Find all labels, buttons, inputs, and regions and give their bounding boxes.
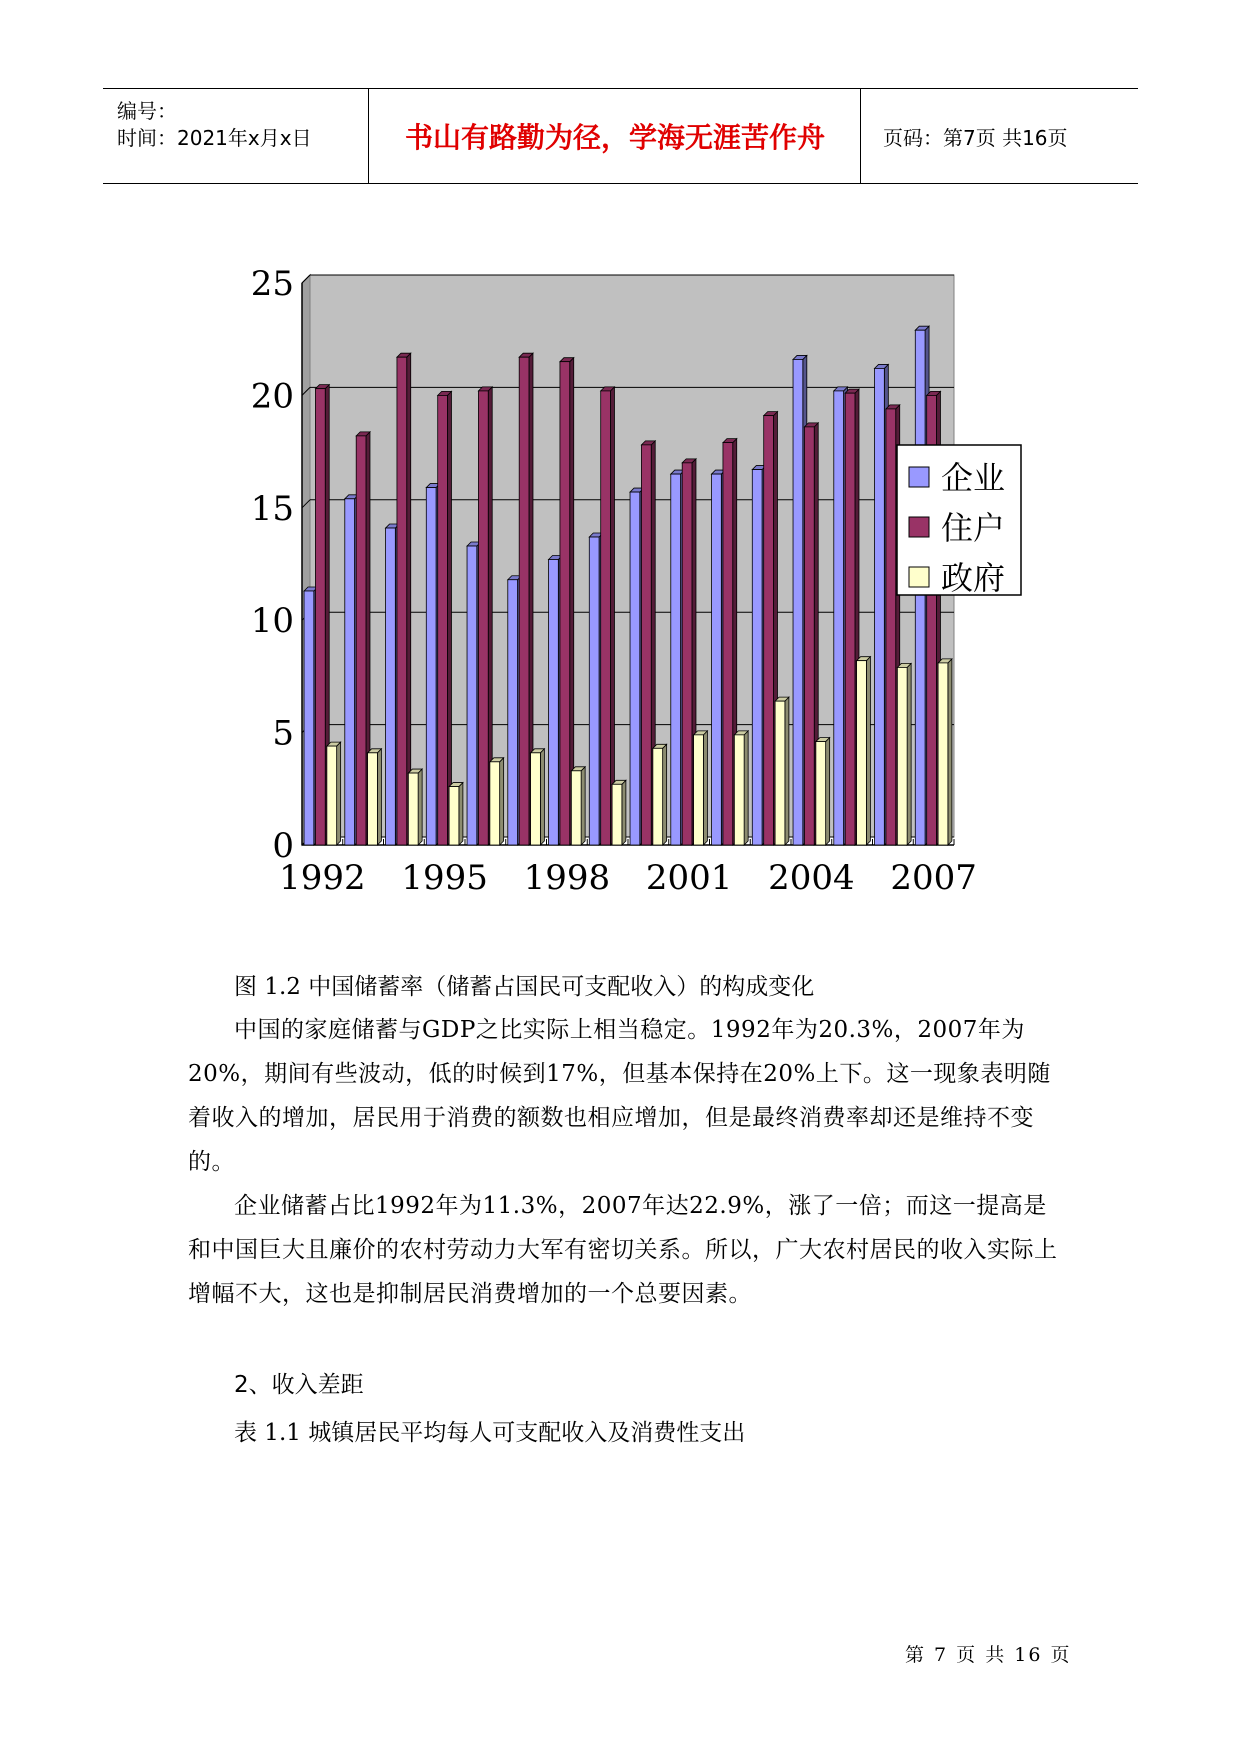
bar-side	[948, 659, 952, 845]
section-heading: 2、收入差距	[234, 1372, 364, 1398]
bar	[938, 663, 948, 845]
bar	[304, 591, 314, 845]
savings-chart	[240, 255, 1160, 895]
x-tick-label: 1992	[279, 858, 366, 895]
bar	[886, 409, 896, 845]
legend-label: 企业	[941, 459, 1006, 497]
bar	[571, 771, 581, 845]
bar-side	[540, 749, 544, 845]
bar-side	[622, 780, 626, 845]
bar	[845, 393, 855, 845]
bar	[519, 357, 529, 845]
y-tick-label: 15	[250, 488, 294, 529]
bar	[712, 474, 722, 845]
bar	[449, 787, 459, 845]
bar-side	[744, 731, 748, 845]
bar	[897, 667, 907, 845]
bar	[345, 499, 355, 845]
bar	[734, 735, 744, 845]
bar	[775, 701, 785, 845]
bar	[612, 784, 622, 845]
bar-side	[377, 749, 381, 845]
bar	[804, 427, 814, 845]
bar-side	[418, 769, 422, 845]
legend-swatch	[909, 467, 929, 487]
legend-swatch	[909, 567, 929, 587]
x-tick-label: 2001	[645, 858, 733, 895]
y-tick-label: 10	[250, 601, 294, 642]
figure-caption: 图 1.2 中国储蓄率（储蓄占国民可支配收入）的构成变化	[234, 974, 815, 1000]
paragraph-2: 企业储蓄占比1992年为11.3%，2007年达22.9%，涨了一倍；而这一提高是和中国巨大且廉价的农村劳动力大军有密切关系。所以，广大农村居民的收入实际上增幅不大，这也是抑制居民消费增加的一个总要因素。	[188, 1193, 1058, 1307]
bar	[641, 445, 651, 845]
bar-side	[459, 783, 463, 845]
bar	[682, 463, 692, 845]
bar	[589, 537, 599, 845]
y-tick-label: 25	[250, 264, 294, 304]
header-table	[103, 88, 1138, 184]
bar	[630, 492, 640, 845]
table-caption: 表 1.1 城镇居民平均每人可支配收入及消费性支出	[234, 1420, 746, 1446]
motto: 书山有路勤为径，学海无涯苦作舟	[370, 89, 861, 183]
bar	[875, 368, 885, 845]
legend-label: 政府	[941, 559, 1006, 597]
bar	[386, 528, 396, 845]
bar	[752, 470, 762, 845]
legend-swatch	[909, 517, 929, 537]
bar	[356, 436, 366, 845]
legend-label: 住户	[941, 509, 1006, 547]
bar	[508, 580, 518, 845]
bar	[467, 546, 477, 845]
bar	[653, 748, 663, 845]
x-tick-label: 2007	[890, 858, 977, 895]
bar	[549, 560, 559, 845]
bar-side	[337, 742, 341, 845]
bar-side	[826, 738, 830, 845]
paragraph-1: 中国的家庭储蓄与GDP之比实际上相当稳定。1992年为20.3%，2007年为20%，期间有些波动，低的时候到17%，但基本保持在20%上下。这一现象表明随着收入的增加，居民用于消费的额数也相应增加，但是最终消费率却还是维持不变的。	[188, 1017, 1051, 1175]
bar-side	[447, 391, 451, 845]
bar	[816, 742, 826, 845]
bar	[408, 773, 418, 845]
time-label: 时间：2021年x月x日	[117, 126, 312, 150]
bar-side	[785, 697, 789, 845]
bar	[857, 661, 867, 845]
y-tick-label: 20	[250, 376, 294, 417]
bar-side	[703, 731, 707, 845]
bar	[438, 395, 448, 845]
bar	[601, 391, 611, 845]
bar	[327, 746, 337, 845]
bar-side	[581, 767, 585, 845]
bar-side	[866, 657, 870, 845]
bar-side	[610, 387, 614, 845]
bar	[315, 389, 325, 845]
x-tick-label: 2004	[768, 858, 855, 895]
bar	[368, 753, 378, 845]
bar	[764, 416, 774, 845]
y-tick-label: 0	[272, 826, 294, 866]
header-meta-cell	[103, 89, 369, 183]
number-label: 编号：	[117, 99, 177, 123]
bar	[694, 735, 704, 845]
page-footer: 第 7 页 共 16 页	[905, 1644, 1072, 1666]
bar	[478, 391, 488, 845]
bar	[723, 443, 733, 845]
bar	[834, 391, 844, 845]
bar-side	[663, 744, 667, 845]
x-tick-label: 1998	[523, 858, 611, 895]
bar	[397, 357, 407, 845]
bar	[793, 359, 803, 845]
page-label: 页码：第7页 共16页	[883, 125, 1068, 150]
bar	[426, 488, 436, 845]
bar	[490, 762, 500, 845]
bar	[671, 474, 681, 845]
bar-side	[500, 758, 504, 845]
bar-side	[907, 663, 911, 845]
bar	[560, 362, 570, 845]
bar	[531, 753, 541, 845]
y-tick-label: 5	[272, 713, 294, 754]
x-tick-label: 1995	[401, 858, 488, 895]
